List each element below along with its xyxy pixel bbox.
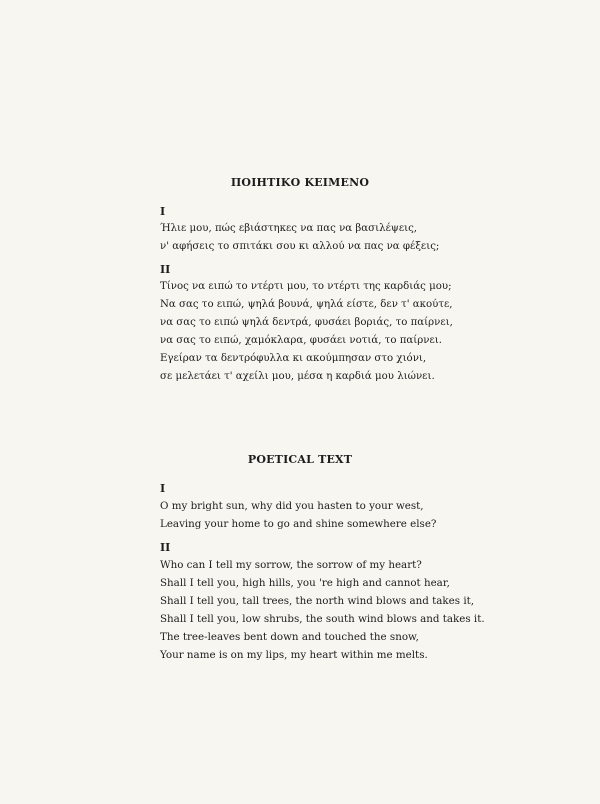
verse-line: Shall I tell you, high hills, you 're high and cannot hear, [160, 577, 450, 589]
stanza-numeral: II [160, 263, 171, 276]
verse-line: Να σας το ειπώ, ψηλά βουνά, ψηλά είστε, δεν τ' ακούτε, [160, 299, 453, 310]
verse-line: Your name is on my lips, my heart within me melts. [160, 649, 428, 661]
verse-line: ν' αφήσεις το σπιτάκι σου κι αλλού να πας να φέξεις; [160, 241, 440, 252]
stanza-numeral: II [160, 541, 171, 554]
greek-stanza-1 [160, 204, 580, 256]
verse-line: να σας το ειπώ, χαμόκλαρα, φυσάει νοτιά, το παίρνει. [160, 335, 442, 346]
verse-line: Ήλιε μου, πώς εβιάστηκες να πας να βασιλέψεις, [160, 223, 418, 234]
verse-line: να σας το ειπώ ψηλά δεντρά, φυσάει βοριάς, το παίρνει, [160, 317, 453, 328]
verse-line: Shall I tell you, low shrubs, the south wind blows and takes it. [160, 613, 485, 625]
verse-line: The tree-leaves bent down and touched the snow, [160, 631, 419, 643]
verse-line: σε μελετάει τ' αχείλι μου, μέσα η καρδιά μου λιώνει. [160, 371, 435, 382]
english-stanza-1 [160, 481, 580, 533]
verse-line: Leaving your home to go and shine somewhere else? [160, 518, 437, 530]
verse-line: Shall I tell you, tall trees, the north wind blows and takes it, [160, 595, 475, 607]
stanza-numeral: I [160, 205, 166, 218]
verse-line: Εγείραν τα δεντρόφυλλα κι ακούμπησαν στο χιόνι, [160, 353, 427, 364]
verse-line: Τίνος να ειπώ το ντέρτι μου, το ντέρτι της καρδιάς μου; [160, 281, 452, 292]
verse-line: O my bright sun, why did you hasten to your west, [160, 500, 424, 512]
greek-heading: ΠΟΙΗΤΙΚΟ ΚΕΙΜΕΝΟ [230, 176, 370, 189]
english-heading: POETICAL TEXT [247, 453, 353, 466]
verse-line: Who can I tell my sorrow, the sorrow of my heart? [160, 559, 422, 571]
english-stanza-2 [160, 540, 580, 664]
greek-stanza-2 [160, 262, 580, 386]
stanza-numeral: I [160, 482, 166, 495]
